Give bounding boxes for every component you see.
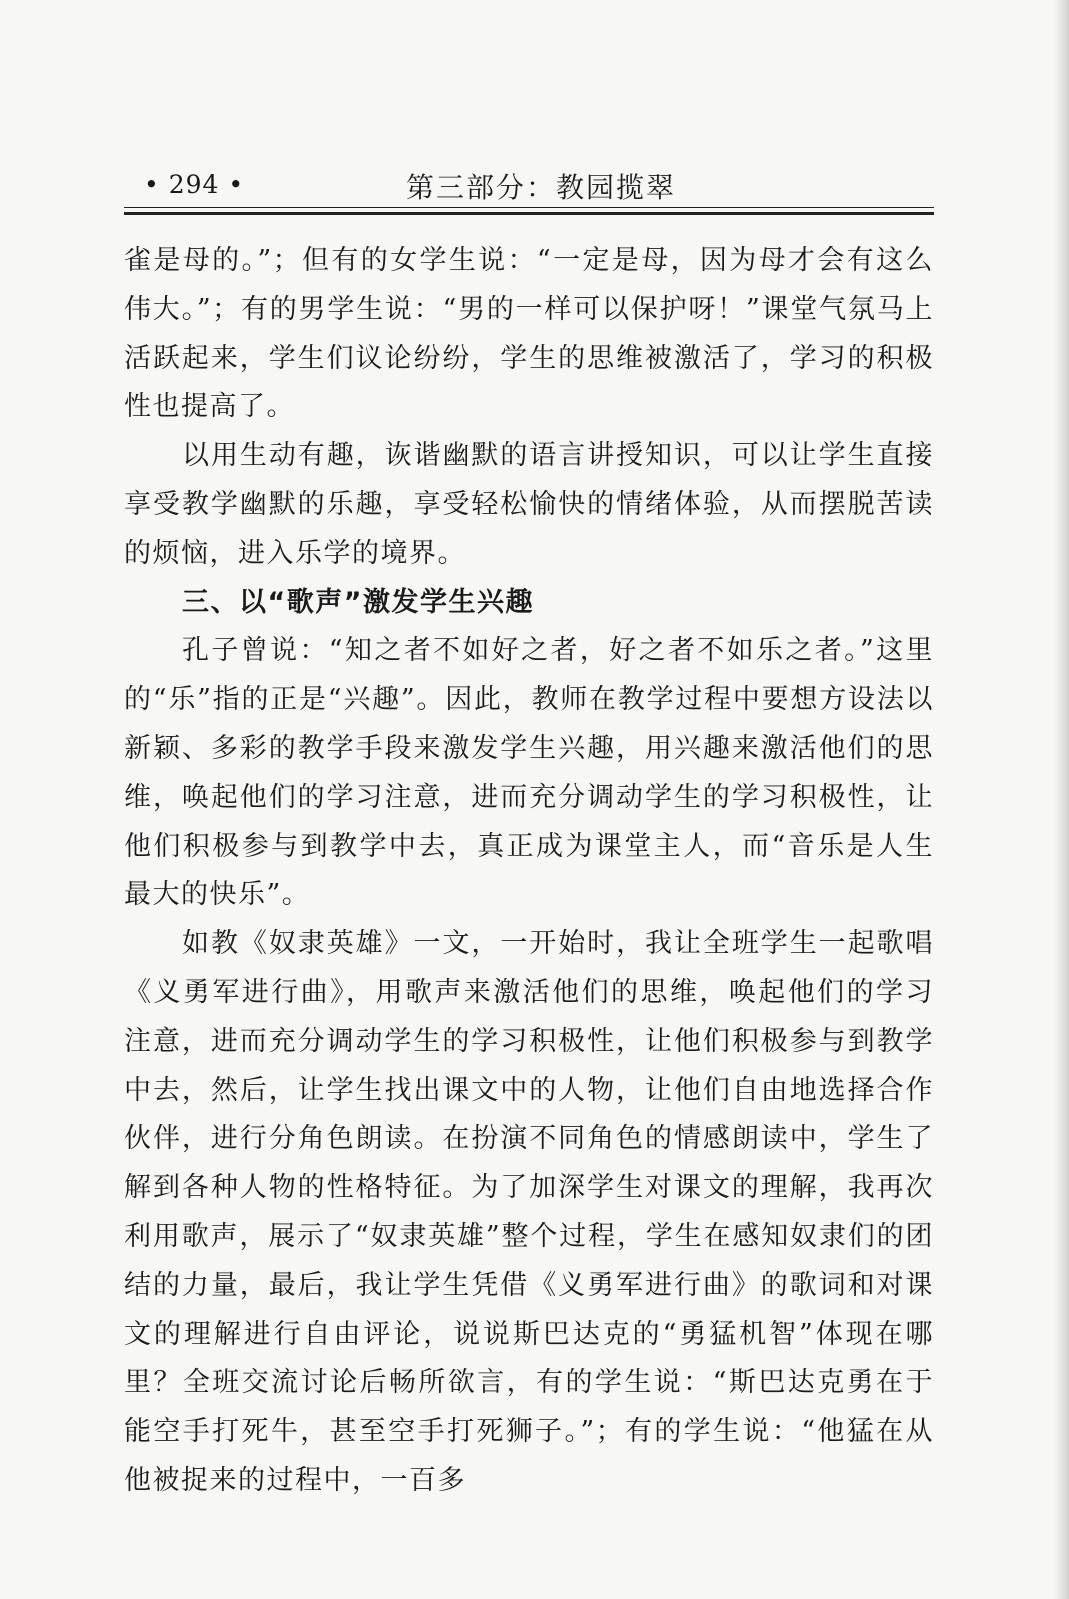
header-rule-thin: [124, 207, 934, 208]
paragraph: 孔子曾说：“知之者不如好之者，好之者不如乐之者。”这里的“乐”指的正是“兴趣”。因此，教师在教学过程中要想方设法以新颖、多彩的教学手段来激发学生兴趣，用兴趣来激活他们的思维，唤起他们的学习注意，进而充分调动学生的学习积极性，让他们积极参与到教学中去，真正成为课堂主人，而“音乐是人生最大的快乐”。: [124, 635, 934, 911]
running-title: 第三部分：教园揽翠: [406, 171, 677, 204]
page-number: • 294 •: [144, 170, 245, 199]
scan-edge: [1053, 0, 1069, 1599]
body-text: [124, 237, 934, 1506]
paragraph: 如教《奴隶英雄》一文，一开始时，我让全班学生一起歌唱《义勇军进行曲》，用歌声来激活他们的思维，唤起他们的学习注意，进而充分调动学生的学习积极性，让他们积极参与到教学中去，然后，让学生找出课文中的人物，让他们自由地选择合作伙伴，进行分角色朗读。在扮演不同角色的情感朗读中，学生了解到各种人物的性格特征。为了加深学生对课文的理解，我再次利用歌声，展示了“奴隶英雄”整个过程，学生在感知奴隶们的团结的力量，最后，我让学生凭借《义勇军进行曲》的歌词和对课文的理解进行自由评论，说说斯巴达克的“勇猛机智”体现在哪里？全班交流讨论后畅所欲言，有的学生说：“斯巴达克勇在于能空手打死牛，甚至空手打死狮子。”；有的学生说：“他猛在从他被捉来的过程中，一百多: [124, 928, 934, 1496]
paragraph: 以用生动有趣，诙谐幽默的语言讲授知识，可以让学生直接享受教学幽默的乐趣，享受轻松愉快的情绪体验，从而摆脱苦读的烦恼，进入乐学的境界。: [124, 440, 934, 569]
header-rule-thick: [124, 212, 934, 215]
page-header: [124, 166, 934, 206]
paragraph-continued: 雀是母的。”；但有的女学生说：“一定是母，因为母才会有这么伟大。”；有的男学生说：“男的一样可以保护呀！”课堂气氛马上活跃起来，学生们议论纷纷，学生的思维被激活了，学习的积极性也提高了。: [124, 245, 934, 423]
section-heading: 三、以“歌声”激发学生兴趣: [182, 586, 534, 618]
